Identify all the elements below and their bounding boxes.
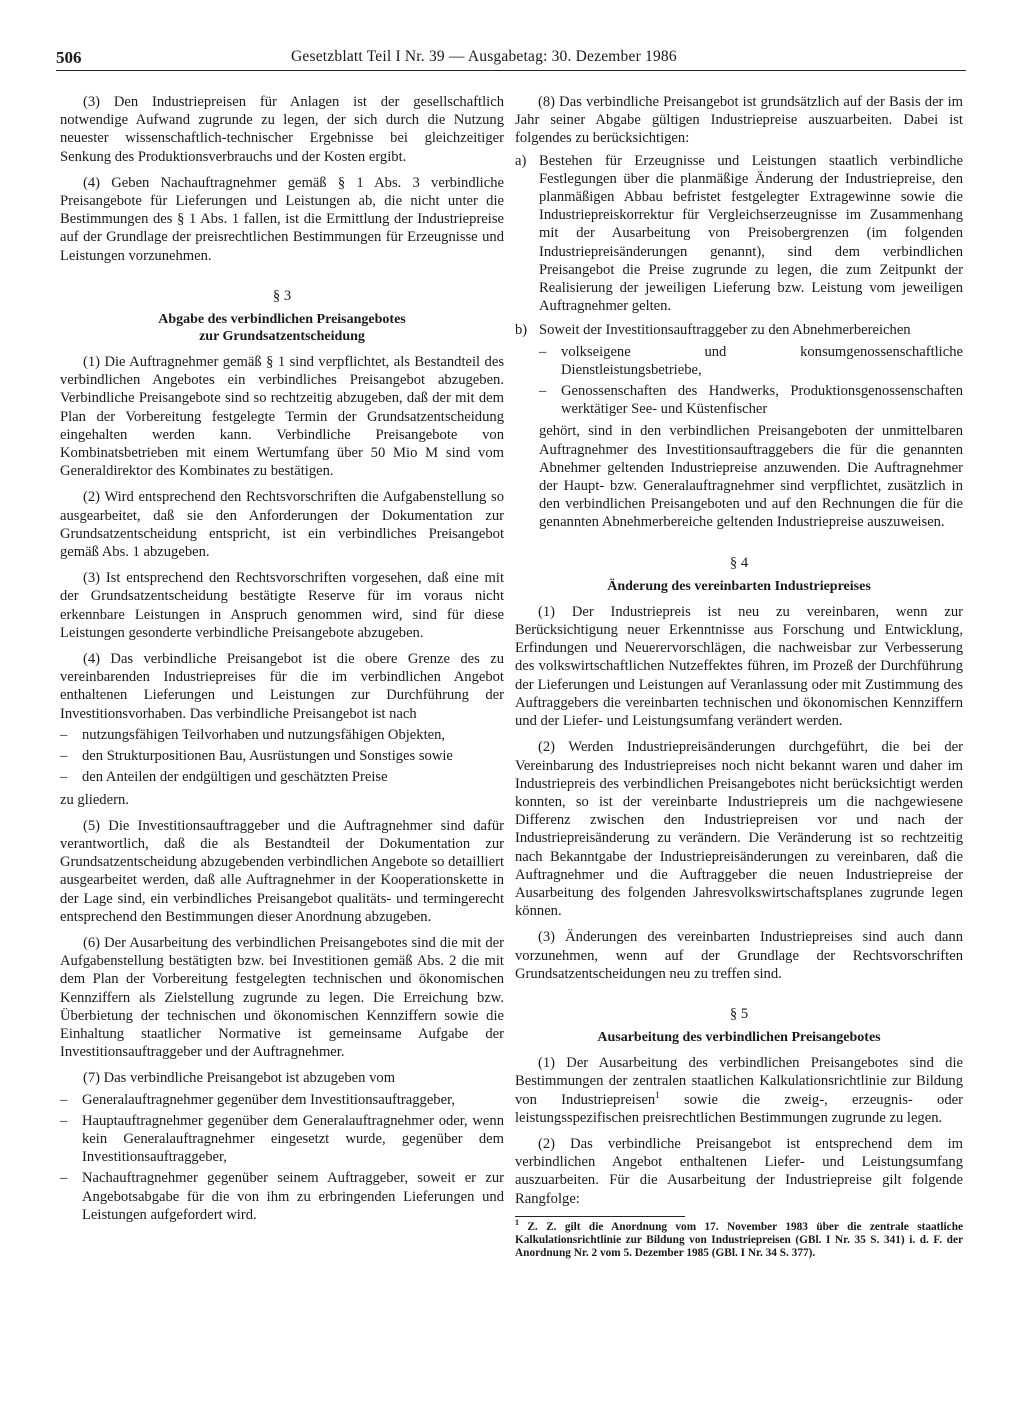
- item-letter: b): [515, 322, 528, 339]
- footnote-ref: 1: [655, 1089, 660, 1100]
- list-item: – den Strukturpositionen Bau, Ausrüstungen und Sonstiges sowie: [60, 747, 504, 765]
- footnote-marker: 1: [515, 1218, 519, 1227]
- dash-list: [60, 1091, 504, 1224]
- paragraph: (1) Der Industriepreis ist neu zu vereinbaren, wenn zur Berücksichtigung neuer Erkenntnisse aus Forschung und Entwicklung, Erfindungen und Neuerervorschlägen, die nachweisbar zur Verbesserung des volkswirtschaftlichen Nutzeffektes führen, im Prozeß der Durchführung der Lieferungen und Leistungen auf Veranlassung oder mit Zustimmung des Auftraggebers die vereinbarten technischen und ökonomischen Kennziffern und der Liefer- und Leistungsumfang verändert werden.: [515, 603, 963, 730]
- paragraph: (5) Die Investitionsauftraggeber und die Auftragnehmer sind dafür verantwortlich, daß die als Bestandteil der Dokumentation zur Grundsatzentscheidung abzugebenden verbindlichen Angebote so detailliert ausgearbeitet werden, daß alle Auftragnehmer in der Kooperationskette in der Lage sind, ein verbindliches Preisangebot qualitäts- und termingerecht entsprechend den Bestimmungen dieser Anordnung abzugeben.: [60, 817, 504, 925]
- paragraph: zu gliedern.: [60, 791, 129, 808]
- list-item: – den Anteilen der endgültigen und geschätzten Preise: [60, 768, 504, 786]
- sub-list-block: [515, 343, 963, 419]
- paragraph: (3) Ist entsprechend den Rechtsvorschriften vorgesehen, daß eine mit der Grundsatzentscheidung bestätigte Reserve für im voraus nicht erkennbare Leistungen in Anspruch genommen wird, sind für diese Leistungen gesonderte verbindliche Preisangebote abzugeben.: [60, 570, 504, 641]
- paragraph: (4) Das verbindliche Preisangebot ist die obere Grenze des zu vereinbarenden Industriepreises für die im verbindlichen Angebot enthaltenen Lieferungen und Leistungen zur Durchführung der Investitionsvorhaben. Das verbindliche Preisangebot ist nach: [60, 651, 504, 722]
- section-title: Ausarbeitung des verbindlichen Preisangebotes: [597, 1030, 881, 1046]
- left-column: [60, 93, 504, 1228]
- paragraph: (8) Das verbindliche Preisangebot ist grundsätzlich auf der Basis der im Jahr seiner Abgabe gültigen Industriepreise auszuarbeiten. Dabei ist folgendes zu berücksichtigen:: [515, 94, 963, 147]
- list-item: – nutzungsfähigen Teilvorhaben und nutzungsfähigen Objekten,: [60, 726, 504, 744]
- section-title-line: zur Grundsatzentscheidung: [199, 329, 365, 345]
- header-title: Gesetzblatt Teil I Nr. 39 — Ausgabetag: 30. Dezember 1986: [291, 48, 677, 65]
- list-item: – volkseigene und konsumgenossenschaftliche Dienstleistungsbetriebe,: [539, 343, 963, 379]
- paragraph: gehört, sind in den verbindlichen Preisangeboten der unmittelbaren Auftragnehmer des Investitionsauftraggebers die für die genannten Abnehmer geltenden Industriepreise anzuwenden. Die Auftragnehmer der Haupt- bzw. Generalauftragnehmer sind verpflichtet, zusätzlich in den verbindlichen Preisangeboten und auf den Rechnungen die für die genannten Abnehmerbereiche geltenden Industriepreise auszuweisen.: [539, 423, 963, 531]
- footnote: [515, 1218, 963, 1260]
- section-mark: § 3: [272, 287, 292, 304]
- section-title: Änderung des vereinbarten Industriepreises: [607, 578, 871, 594]
- page-number: 506: [56, 48, 82, 67]
- section-title: [60, 311, 504, 345]
- paragraph: (2) Werden Industriepreisänderungen durchgeführt, die bei der Vereinbarung des Industriepreises noch nicht bekannt waren und daher im Industriepreis des verbindlichen Preisangebotes nicht berücksichtigt werden konnten, so ist der vereinbarte Industriepreis um die nachgewiesene Differenz zwischen den Industriepreisen vor und nach der Industriepreisänderung zu verändern. Die Veränderung ist so rechtzeitig nach Bekanntgabe der Industriepreisänderungen zu vereinbaren, daß die Auftragnehmer und die Auftraggeber die neuen Industriepreise der Ausarbeitung des folgenden Jahresvolkswirtschaftsplanes zugrunde legen können.: [515, 739, 963, 920]
- section-title-line: Abgabe des verbindlichen Preisangebotes: [158, 312, 406, 328]
- item-text: Soweit der Investitionsauftraggeber zu den Abnehmerbereichen: [539, 322, 911, 339]
- page-header: [56, 48, 966, 71]
- section-mark: § 4: [729, 554, 749, 571]
- paragraph: (1) Die Auftragnehmer gemäß § 1 sind verpflichtet, als Bestandteil des verbindlichen Angebotes ein verbindliches Preisangebot abzugeben. Verbindliche Preisangebote sind so rechtzeitig abzugeben, daß der mit dem Plan der Vorbereitung festgelegte Termin der Grundsatzentscheidung eingehalten werden kann. Verbindliche Preisangebote von Kombinatsbetrieben mit einem Wertumfang über 50 Mio M sind vom Generaldirektor des Kombinates zu bestätigen.: [60, 354, 504, 480]
- dash-list: [539, 343, 963, 419]
- item-text: Bestehen für Erzeugnisse und Leistungen staatlich verbindliche Festlegungen über die planmäßige Änderung der Industriepreise, den planmäßigen Abbau befristet festgelegter Extragewinne sowie die Industriepreiskorrektur für Vergleichserzeugnisse im Zusammenhang mit der Ausarbeitung von Preisobergrenzen (im folgenden Industriepreisänderungen genannt), sind dem verbindlichen Preisangebot die Preise zugrunde zu legen, die zum Zeitpunkt der Realisierung der jeweiligen Lieferung bzw. Leistung vom jeweiligen Auftragnehmer gelten.: [539, 152, 963, 315]
- paragraph: (2) Das verbindliche Preisangebot ist entsprechend dem im verbindlichen Angebot enthaltenen Liefer- und Leistungsumfang auszuarbeiten. Für die Ausarbeitung der Industriepreise gilt folgende Rangfolge:: [515, 1135, 963, 1207]
- paragraph: (4) Geben Nachauftragnehmer gemäß § 1 Abs. 3 verbindliche Preisangebote für Lieferungen und Leistungen ab, die nicht unter die Bestimmungen des § 1 Abs. 1 fallen, ist die Ermittlung der Industriepreise auf der Grundlage der preisrechtlichen Bestimmungen für Erzeugnisse und Leistungen vorzunehmen.: [60, 174, 504, 264]
- footnote-divider: [515, 1216, 685, 1217]
- list-item: – Nachauftragnehmer gegenüber seinem Auftraggeber, soweit er zur Angebotsabgabe für die von ihm zu erbringenden Lieferungen und Leistungen aufgefordert wird.: [60, 1169, 504, 1224]
- right-column: [515, 93, 963, 1260]
- paragraph: (3) Änderungen des vereinbarten Industriepreises sind auch dann vorzunehmen, wenn auf der Grundlage der Rechtsvorschriften Grundsatzentscheidungen neu zu treffen sind.: [515, 929, 963, 982]
- paragraph: (2) Wird entsprechend den Rechtsvorschriften die Aufgabenstellung so ausgearbeitet, daß sie den Anforderungen der Dokumentation zur Grundsatzentscheidung entspricht, ist ein verbindliches Preisangebot gemäß Abs. 1 abzugeben.: [60, 489, 504, 561]
- item-letter: a): [515, 152, 527, 169]
- footnote-text: Z. Z. gilt die Anordnung vom 17. November 1983 über die zentrale staatliche Kalkulationsrichtlinie zur Bildung von Industriepreisen (GBl. I Nr. 35 S. 341) i. d. F. der Anordnung Nr. 2 vom 5. Dezember 1985 (GBl. I Nr. 34 S. 377).: [515, 1220, 963, 1259]
- dash-list: [60, 726, 504, 787]
- list-item: – Genossenschaften des Handwerks, Produktionsgenossenschaften werktätiger See- und Küstenfischer: [539, 382, 963, 418]
- paragraph: (3) Den Industriepreisen für Anlagen ist der gesellschaftlich notwendige Aufwand zugrunde zu legen, der sich durch die Nutzung neuester wissenschaftlich-technischer Ergebnisse bei gleichzeitiger Senkung des Produktionsverbrauchs und der Kosten ergibt.: [60, 94, 504, 165]
- list-item: – Generalauftragnehmer gegenüber dem Investitionsauftraggeber,: [60, 1091, 504, 1109]
- lettered-item: [515, 152, 963, 316]
- paragraph-text: sowie die zweig-, erzeugnis- oder leistungsspezifischen preisrechtlichen Bestimmungen zugrunde zu legen.: [515, 1091, 963, 1126]
- paragraph: [515, 1054, 963, 1127]
- paragraph: (6) Der Ausarbeitung des verbindlichen Preisangebotes sind die mit der Aufgabenstellung bestätigten bzw. bei Investitionen gemäß Abs. 2 die mit dem Plan der Vorbereitung festgelegten technischen und ökonomischen Kennziffern als Zielstellung zugrunde zu legen. Die Erreichung bzw. Überbietung der technischen und ökonomischen Kennziffern sowie die Einhaltung staatlicher Normative ist gemeinsame Aufgabe der Investitionsauftraggeber und der Auftragnehmer.: [60, 934, 504, 1061]
- lettered-item: [515, 321, 963, 339]
- section-mark: § 5: [729, 1005, 749, 1022]
- paragraph-text: (1) Der Ausarbeitung des verbindlichen Preisangebotes sind die Bestimmungen der zentralen staatlichen Kalkulationsrichtlinie zur Bildung von Industriepreisen: [515, 1055, 963, 1108]
- list-item: – Hauptauftragnehmer gegenüber dem Generalauftragnehmer oder, wenn kein Generalauftragnehmer eingesetzt wurde, gegenüber dem Investitionsauftraggeber,: [60, 1112, 504, 1167]
- paragraph: (7) Das verbindliche Preisangebot ist abzugeben vom: [83, 1070, 396, 1087]
